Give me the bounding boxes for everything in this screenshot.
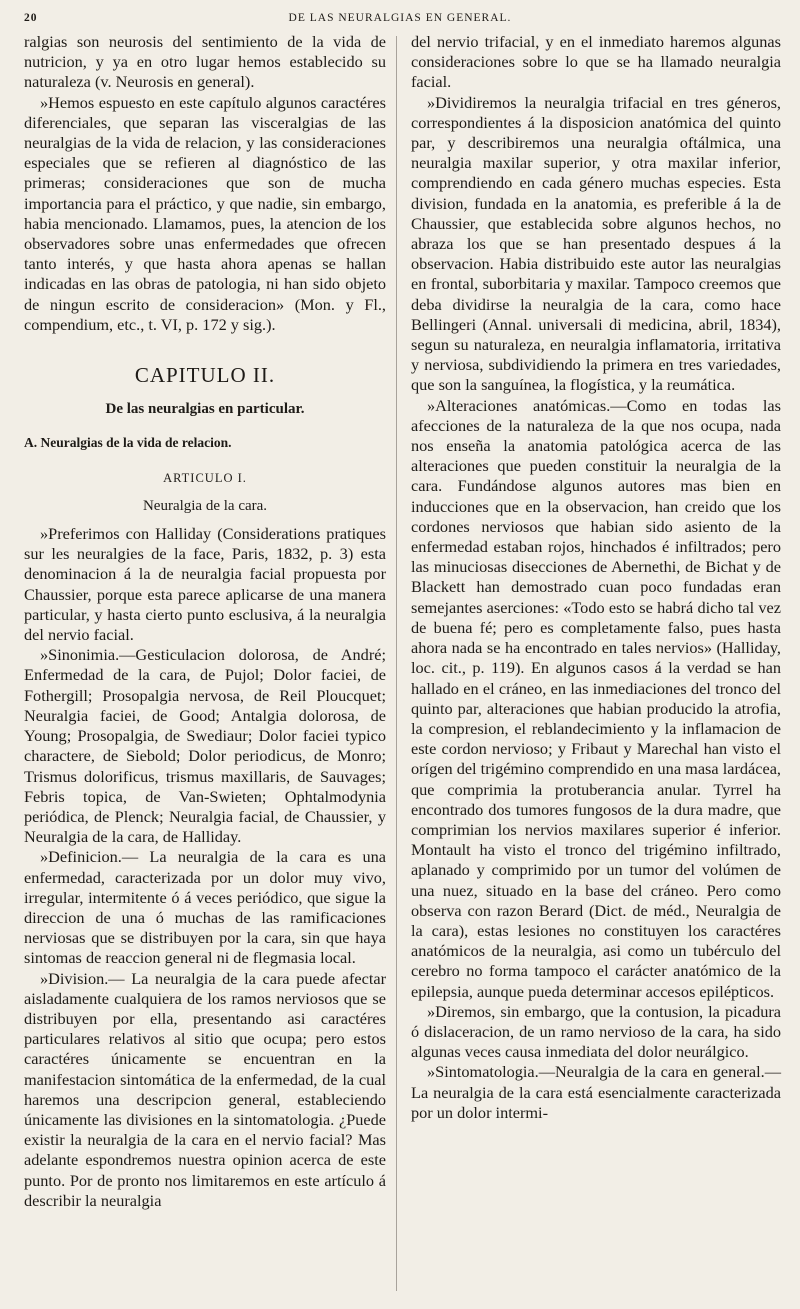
article-title: Neuralgia de la cara.: [142, 497, 268, 514]
paragraph-sintomatologia: »Sintomatologia.—Neuralgia de la cara en general.— La neuralgia de la cara está esencialmente caracterizada por un dolor intermi-: [411, 1062, 781, 1122]
paragraph-division: »Division.— La neuralgia de la cara puede afectar aisladamente cualquiera de los ramos nerviosos que se distribuyen por ella, presentando asi caractéres particulares relativos al sitio que ocupa; pero estos caractéres únicamente se encuentran en la manifestacion sintomática de la enfermedad, de la cual haremos una descripcion general, estableciendo únicamente las divisiones en la sintomatologia. ¿Puede existir la neuralgia de la cara en el nervio facial? Mas adelante espondremos nuestra opinion acerca de este punto. Por de pronto nos limitaremos en este artículo á describir la neuralgia: [24, 968, 386, 1210]
paragraph: »Hemos espuesto en este capítulo algunos caractéres diferenciales, que separan las visceralgias de las neuralgias de la vida de relacion, y las consideraciones especiales que se refieren al diagnóstico de las primeras; consideraciones que son de mucha importancia para el práctico, y que nadie, sin embargo, habia mencionado. Llamamos, pues, la atencion de los observadores sobre unas enfermedades que ofrecen tanto interés, y que hasta ahora apenas se hallan indicadas en las obras de patologia, ni han sido objeto de ningun escrito de consideracion» (Mon. y Fl., compendium, etc., t. VI, p. 172 y sig.).: [24, 92, 386, 334]
running-title: DE LAS NEURALGIAS EN GENERAL.: [288, 12, 512, 24]
page-number: 20: [24, 12, 38, 24]
article-label: ARTICULO I.: [163, 470, 247, 485]
running-head: [24, 12, 776, 32]
paragraph: ralgias son neurosis del sentimiento de la vida de nutricion, y ya en otro lugar hemos establecido su naturaleza (v. Neurosis en general).: [24, 32, 386, 92]
left-column: [24, 32, 386, 1211]
right-column: [411, 32, 781, 1123]
paragraph: »Dividiremos la neuralgia trifacial en tres géneros, correspondientes á la disposicion anatómica del quinto par, y describiremos una neuralgia oftálmica, una neuralgia maxilar superior, y otra maxilar inferior, comprendiendo en cada género muchas especies. Esta division, fundada en la anatomia, es preferible á la de Chaussier, que establecida sobre algunos hechos, no abraza los que se han presentado despues á la observacion. Habia distribuido este autor las neuralgias en frontal, suborbitaria y maxilar. Tampoco creemos que deba dividirse la neuralgia de la cara, como hace Bellingeri (Annal. universali di medicina, abril, 1834), segun su naturaleza, en neuralgia inflamatoria, irritativa y nerviosa, subdividiendo la primera en tres variedades, que son la sanguínea, la flogística, y la reumática.: [411, 92, 781, 395]
paragraph-sinonimia: »Sinonimia.—Gesticulacion dolorosa, de André; Enfermedad de la cara, de Pujol; Dolor faciei, de Fothergill; Prosopalgia nervosa, de Reil Ploucquet; Neuralgia faciei, de Good; Antalgia dolorosa, de Young; Prosopalgia, de Swediaur; Dolor faciei typico charactere, de Siebold; Dolor periodicus, de Monro; Trismus dolorificus, trismus maxillaris, de Sauvages; Febris topica, de Van-Swieten; Ophtalmodynia periódica, de Plenck; Neuralgia facial, de Chaussier, y Neuralgia de la cara, de Halliday.: [24, 645, 386, 847]
paragraph: del nervio trifacial, y en el inmediato haremos algunas consideraciones sobre lo que se ha llamado neuralgia facial.: [411, 32, 781, 92]
section-heading: A. Neuralgias de la vida de relacion.: [24, 435, 232, 451]
paragraph: »Diremos, sin embargo, que la contusion, la picadura ó dislaceracion, de un ramo nervioso de la cara, ha sido algunas veces causa inmediata del dolor neurálgico.: [411, 1001, 781, 1062]
paragraph: »Preferimos con Halliday (Considerations pratiques sur les neuralgies de la face, Paris, 1832, p. 3) esta denominacion á la de neuralgia facial propuesta por Chaussier, porque esta parece aplicarse de una manera particular, y hasta cierto punto esclusiva, á la neuralgia del nervio facial.: [24, 524, 386, 645]
chapter-title: CAPITULO II.: [134, 363, 276, 388]
paragraph-alteraciones: »Alteraciones anatómicas.—Como en todas las afecciones de la naturaleza de la que nos ocupa, nada nos enseña la anatomia patológica acerca de las alteraciones que pueden constituir la neuralgia de la cara. Fundándose algunos autores mas bien en inducciones que en la observacion, han creido que los cordones nerviosos que habian sido asiento de la enfermedad estaban rojos, hinchados é infiltrados; pero las minuciosas disecciones de Abernethi, de Bichat y de Blackett han demostrado cuan poco fundadas eran semejantes aserciones: «Todo esto se habrá dicho tal vez de buena fé; pero es completamente falso, pues hasta ahora nada se ha encontrado en tales nervios» (Halliday, loc. cit., p. 119). En algunos casos á la verdad se han hallado en el cráneo, en las inmediaciones del tronco del quinto par, alteraciones que habian producido la atrofia, la compresion, el reblandecimiento y la inflamacion de este cordon nervioso; y Fribaut y Marechal han visto el orígen del trigémino comprendido en una masa lardácea, que comprimia la protuberancia anular. Tyrrel ha encontrado dos tumores fungosos de la dura madre, que comprimian los nervios maxilares superior é inferior. Montault ha visto el tronco del trigémino infiltrado, aplanado y comprimido por un tumor del volúmen de una nuez, situado en la base del cráneo. Pero como observa con razon Berard (Dict. de méd., Neuralgia de la cara), estas lesiones no constituyen los caractéres anatómicos de la neuralgia, asi como un tubérculo del cerebro no forma tampoco el carácter anatómico de la epilepsia, aunque pueda determinar accesos epilépticos.: [411, 395, 781, 1001]
chapter-subtitle: De las neuralgias en particular.: [105, 401, 305, 418]
column-divider: [396, 36, 397, 1291]
paragraph-definicion: »Definicion.— La neuralgia de la cara es una enfermedad, caracterizada por un dolor muy vivo, irregular, intermitente ó á veces periódico, que sigue la direccion de una ó muchas de las ramificaciones nerviosas que se distribuyen por la cara, sin que haya sintomas de reaccion general ni de flegmasia local.: [24, 847, 386, 968]
